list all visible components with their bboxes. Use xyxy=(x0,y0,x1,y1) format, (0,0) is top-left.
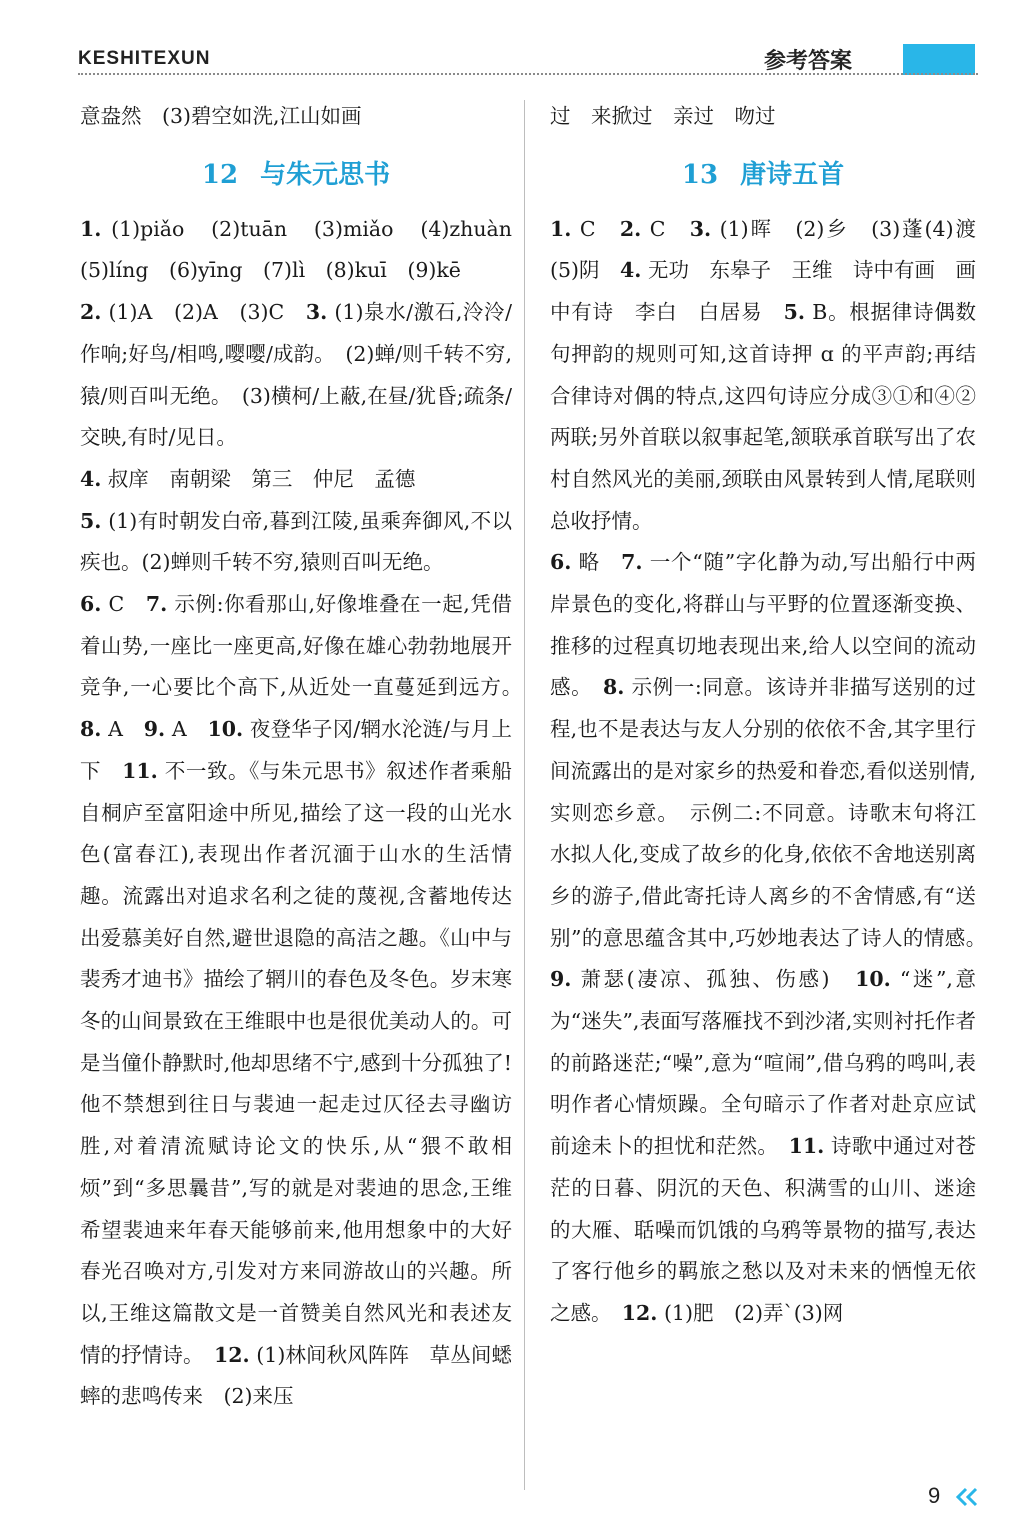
header-color-tab xyxy=(903,44,975,75)
answer-paragraph: 1. (1)piǎo (2)tuān (3)miǎo (4)zhuàn (5)líng (6)yīng (7)lì (8)kuī (9)kē xyxy=(80,216,512,283)
right-lead-text: 过 来掀过 亲过 吻过 xyxy=(550,104,776,128)
brand-label: KESHITEXUN xyxy=(78,48,211,69)
section-title: 与朱元思书 xyxy=(260,159,391,190)
answer-paragraph: 6. C 7. 示例:你看那山,好像堆叠在一起,凭借着山势,一座比一座更高,好像在雄心勃勃地展开竞争,一心要比个高下,从近处一直蔓延到远方。 8. A 9. A 10. 夜登华子冈/辋水沦涟/与月上下 11. 不一致。《与朱元思书》叙述作者乘船自桐庐至富阳途中所见,描绘了这一段的山光水色(富春江),表现出作者沉湎于山水的生活情趣。流露出对追求名利之徒的蔑视,含蓄地传达出爱慕美好自然,避世退隐的高洁之趣。《山中与裴秀才迪书》描绘了辋川的春色及冬色。岁末寒冬的山间景致在王维眼中也是很优美动人的。可是当僮仆静默时,他却思绪不宁,感到十分孤独了!他不禁想到往日与裴迪一起走过仄径去寻幽访胜,对着清流赋诗论文的快乐,从“猥不敢相烦”到“多思曩昔”,写的就是对裴迪的思念,王维希望裴迪来年春天能够前来,他用想象中的大好春光召唤对方,引发对方来同游故山的兴趣。所以,王维这篇散文是一首赞美自然风光和表述友情的抒情诗。 12. (1)林间秋风阵阵 草丛间蟋蟀的悲鸣传来 (2)来压 xyxy=(80,592,533,1409)
answer-paragraph: 2. (1)A (2)A (3)C 3. (1)泉水/激石,泠泠/作响;好鸟/相鸣,嘤嘤/成韵。 (2)蝉/则千转不穷,猿/则百叫无绝。 (3)横柯/上蔽,在昼/犹昏;疏条/交映,有时/见日。 xyxy=(80,300,512,450)
left-column xyxy=(80,96,533,1418)
left-answers xyxy=(80,209,533,1418)
section-number: 12 xyxy=(201,159,239,190)
header-title: 参考答案 xyxy=(764,49,853,74)
answer-paragraph: 4. 叔庠 南朝梁 第三 仲尼 孟德 xyxy=(80,466,416,491)
section-heading-12 xyxy=(80,158,512,192)
answer-paragraph: 5. (1)有时朝发白帝,暮到江陵,虽乘奔御风,不以疾也。(2)蝉则千转不穷,猿则百叫无绝。 xyxy=(80,508,512,575)
right-answers xyxy=(550,209,997,1335)
section-heading-13 xyxy=(550,158,976,192)
section-number: 13 xyxy=(681,159,719,190)
page-header xyxy=(0,0,1029,80)
section-title: 唐诗五首 xyxy=(740,159,845,190)
answer-paragraph: 1. C 2. C 3. (1)晖 (2)乡 (3)蓬(4)渡 (5)阴 4. 无功 东皋子 王维 诗中有画 画中有诗 李白 白居易 5. B。根据律诗偶数句押韵的规则可知,这首诗押 ɑ 的平声韵;再结合律诗对偶的特点,这四句诗应分成③①和④②两联;另外首联以叙事起笔,颔联承首联写出了农村自然风光的美丽,颈联由风景转到人情,尾联则总收抒情。 xyxy=(550,216,997,533)
answer-paragraph: 6. 略 7. 一个“随”字化静为动,写出船行中两岸景色的变化,将群山与平野的位置逐渐变换、推移的过程真切地表现出来,给人以空间的流动感。 8. 示例一:同意。该诗并非描写送别的过程,也不是表达与友人分别的依依不舍,其字里行间流露出的是对家乡的热爱和眷恋,看似送别情,实则恋乡意。 示例二:不同意。诗歌末句将江水拟人化,变成了故乡的化身,依依不舍地送别离乡的游子,借此寄托诗人离乡的不舍情感,有“送别”的意思蕴含其中,巧妙地表达了诗人的情感。 9. 萧瑟(凄凉、孤独、伤感) 10. “迷”,意为“迷失”,表面写落雁找不到沙渚,实则衬托作者的前路迷茫;“噪”,意为“喧闹”,借乌鸦的鸣叫,表明作者心情烦躁。全句暗示了作者对赴京应试前途未卜的担忧和茫然。 11. 诗歌中通过对苍茫的日暮、阴沉的天色、积满雪的山川、迷途的大雁、聒噪而饥饿的乌鸦等景物的描写,表达了客行他乡的羁旅之愁以及对未来的恓惶无依之感。 12. (1)肥 (2)弄`(3)网 xyxy=(550,550,997,1325)
double-chevron-left-icon xyxy=(955,1486,979,1508)
column-divider xyxy=(524,100,525,1490)
left-lead-text: 意盎然 (3)碧空如洗,江山如画 xyxy=(80,104,362,128)
page-number: 9 xyxy=(928,1483,941,1508)
right-column xyxy=(550,96,997,1335)
header-dotted-rule xyxy=(78,73,978,75)
